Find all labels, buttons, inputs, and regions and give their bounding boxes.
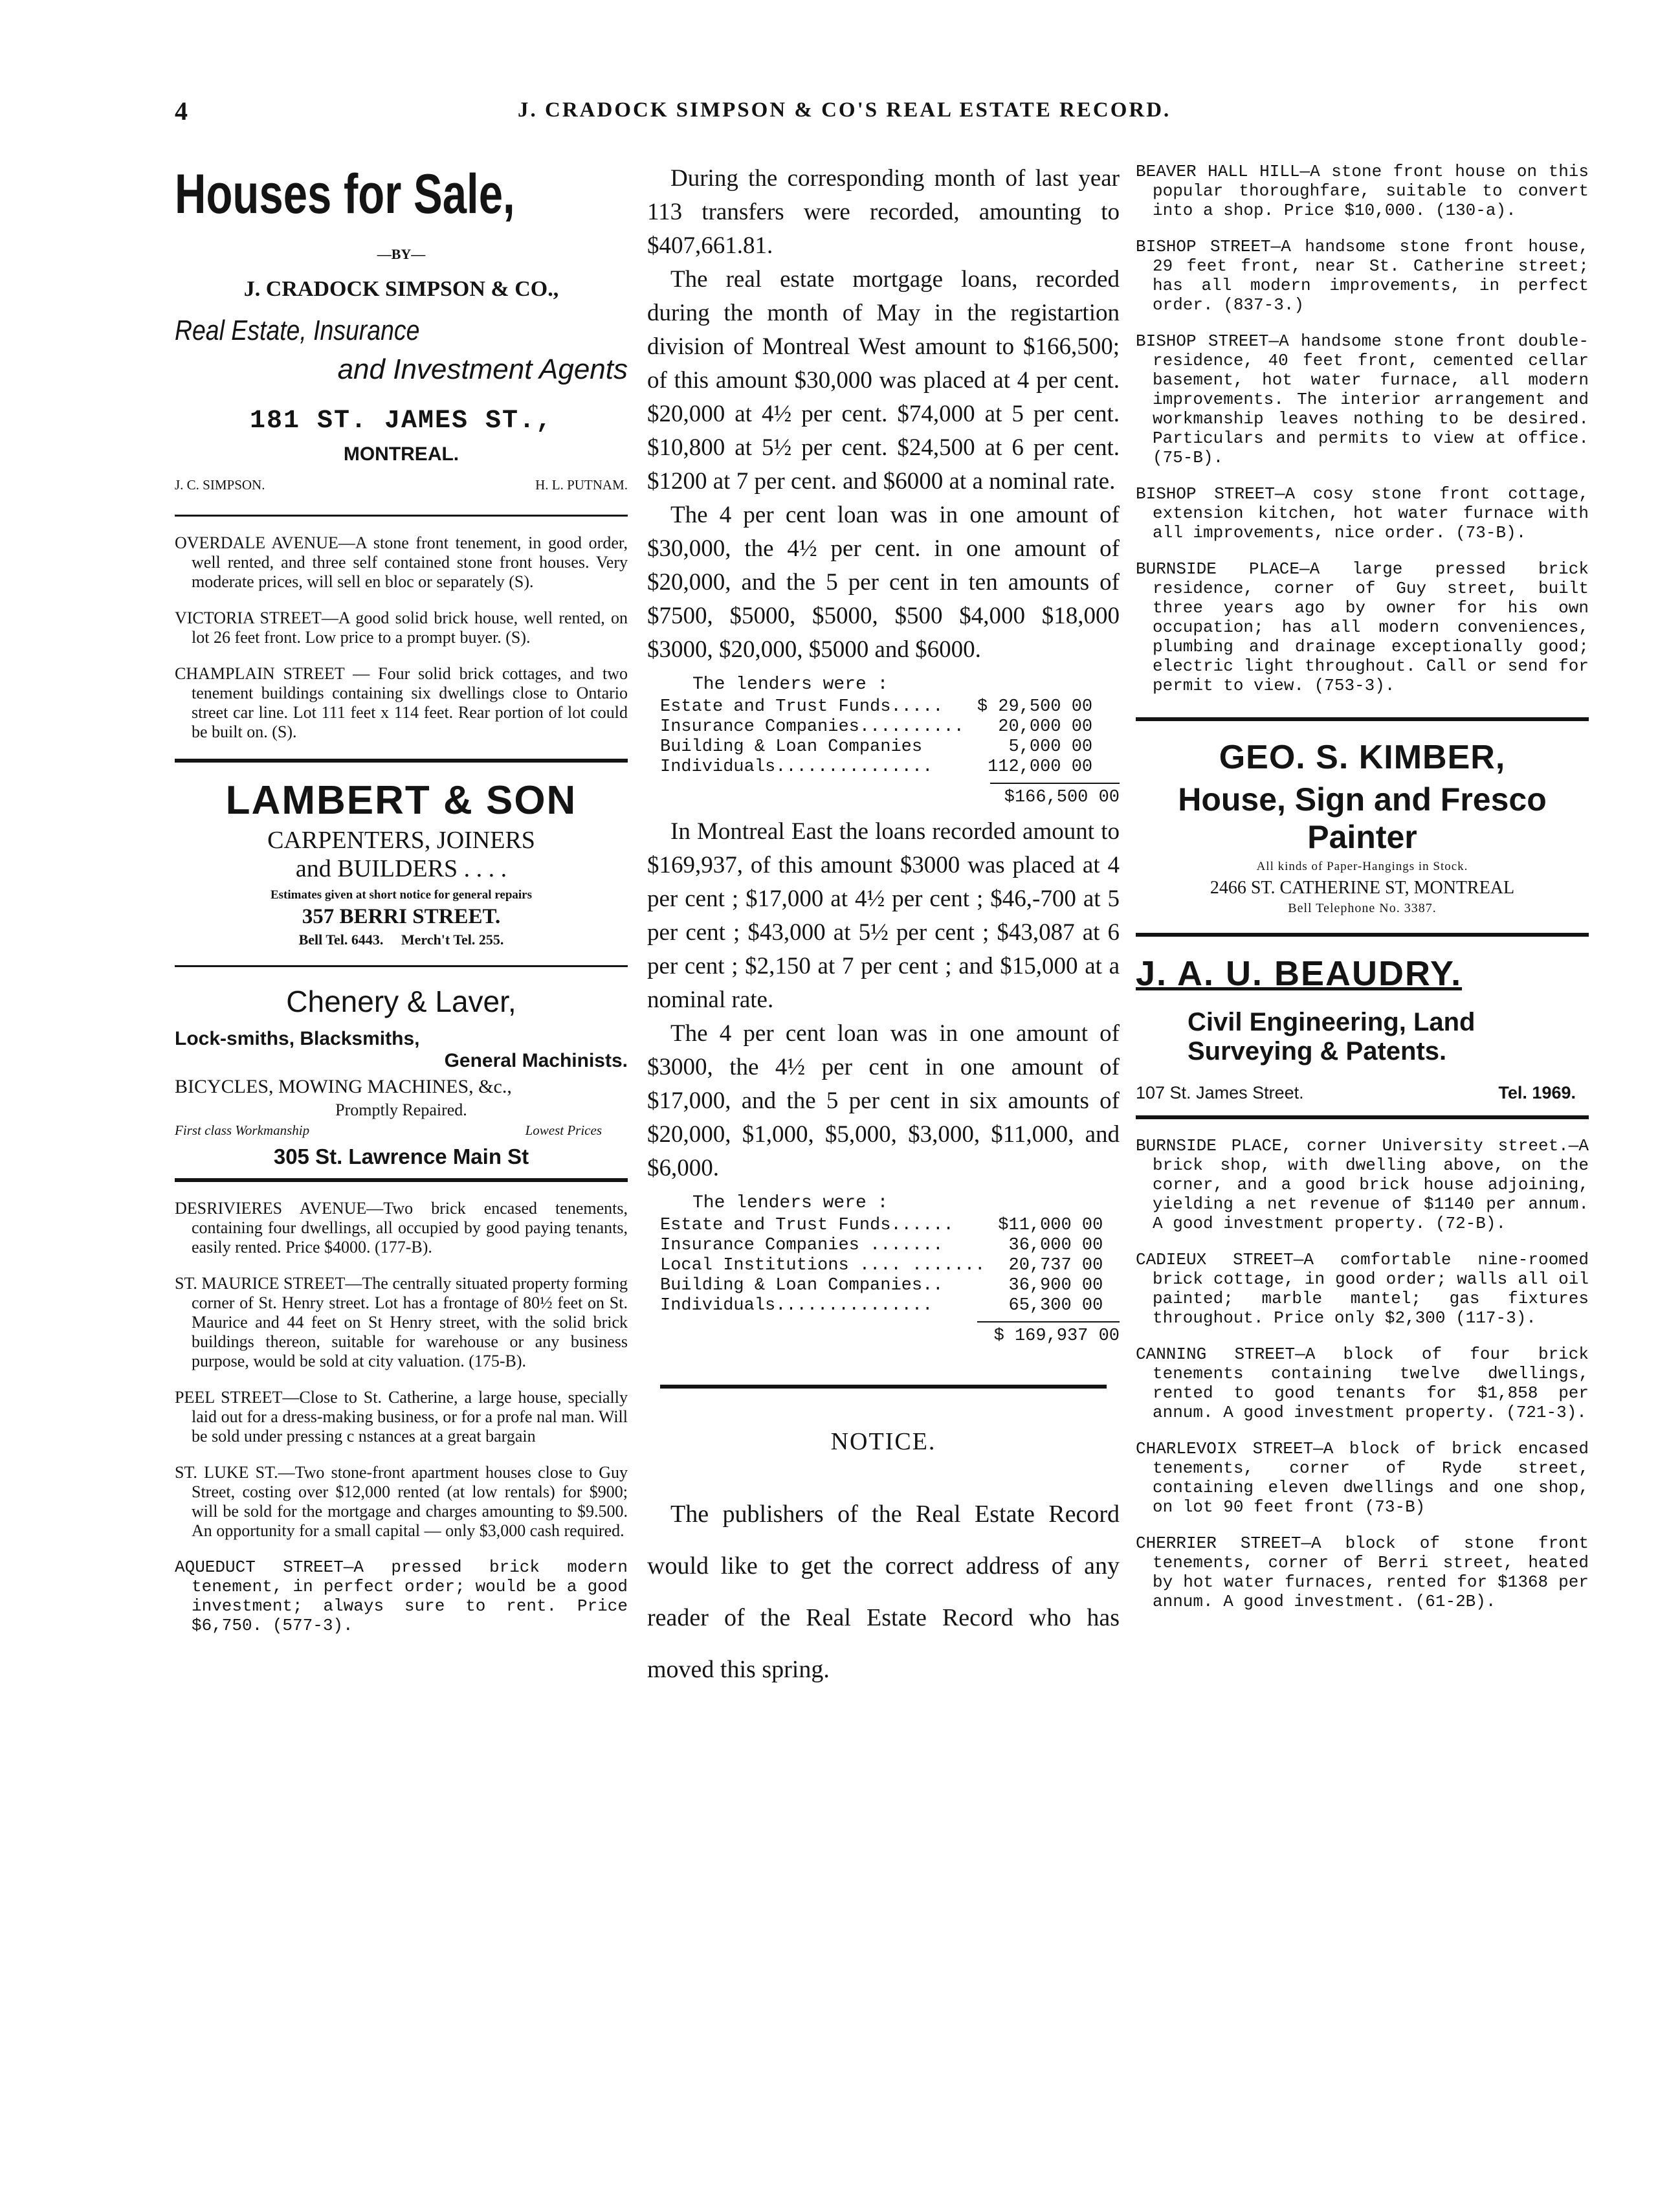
paragraph: The 4 per cent loan was in one amount of $3000, the 4½ per cent in one amount of $17,000, and the 5 per cent in six amounts of $20,000, $1,000, $5,000, $3,000, $11,000, and $6,000. <box>647 1020 1120 1181</box>
ad-simpson <box>175 162 628 503</box>
ad-chenery-line5-left: First class Workmanship <box>175 1122 310 1138</box>
divider <box>1136 717 1589 721</box>
lender-label: Individuals............... <box>660 1296 933 1315</box>
divider <box>660 1385 1107 1389</box>
lender-label: Insurance Companies.......... <box>660 717 964 737</box>
listing: BISHOP STREET—A cosy stone front cottage, extension kitchen, hot water furnace with all improvements, nice order. (73-B). <box>1136 484 1589 542</box>
listing: OVERDALE AVENUE—A stone front tenement, in good order, well rented, and three self contained stone front houses. Very moderate prices, will sell en bloc or separately (S). <box>175 533 628 591</box>
divider <box>175 1178 628 1182</box>
ad-kimber-name: GEO. S. KIMBER, <box>1219 739 1506 776</box>
paragraph: The 4 per cent loan was in one amount of $30,000, the 4½ per cent. in one amount of $20,000, and the 5 per cent in ten amounts of $7500, $5000, $5000, $500 $4,000 $18,000 $3000, $20,000, $5000 and $6000. <box>647 502 1120 663</box>
lender-label: Estate and Trust Funds..... <box>660 697 944 717</box>
notice-text: The publishers of the Real Estate Record would like to get the correct address of any reader of the Real Estate Record who has moved this spring. <box>647 1501 1120 1683</box>
paragraph: During the corresponding month of last year 113 transfers were recorded, amounting to $407,661.81. <box>647 165 1120 259</box>
page-number: 4 <box>175 96 188 126</box>
ad-lambert-address: 357 BERRI STREET. <box>302 905 501 928</box>
table-row <box>660 697 1092 717</box>
lender-amount: 20,000 00 <box>998 717 1093 737</box>
lender-amount: 36,000 00 <box>1008 1236 1103 1255</box>
lender-label: Building & Loan Companies <box>660 737 923 757</box>
lender-amount: 36,900 00 <box>1008 1276 1103 1295</box>
paragraph: The real estate mortgage loans, recorded during the month of May in the registartion division of Montreal West amount to $166,500; of this amount $30,000 was placed at 4 per cent. $20,000 at 4½ per cent. $74,000 at 5 per cent. $10,800 at 5½ per cent. $24,500 at 6 per cent. $1200 at 7 per cent. and $6000 at a nominal rate. <box>647 266 1120 495</box>
lender-label: Estate and Trust Funds...... <box>660 1216 954 1235</box>
listing: ST. LUKE ST.—Two stone-front apartment houses close to Guy Street, costing over $12,000 rented (at low rentals) for $900; will be sold for the mortgage and charges amounting to $9.500. An opportunity for a small capital — only $3,000 cash required. <box>175 1463 628 1540</box>
ad-beaudry-phone: Tel. 1969. <box>1498 1083 1576 1102</box>
listing: CHARLEVOIX STREET—A block of brick encased tenements, corner of Ryde street, containing eleven dwellings and one shop, on lot 90 feet front (73-B) <box>1136 1439 1589 1517</box>
lender-amount: 20,737 00 <box>1008 1256 1103 1275</box>
table-row <box>660 1296 1103 1316</box>
ad-lambert-phones: Bell Tel. 6443. Merch't Tel. 255. <box>298 932 504 948</box>
ad-beaudry-line2: Surveying & Patents. <box>1188 1037 1447 1066</box>
ad-kimber <box>1136 738 1589 916</box>
listing: CADIEUX STREET—A comfortable nine-roomed brick cottage, in good order; walls all oil painted; marble mantel; gas fixtures throughout. Price only $2,300 (117-3). <box>1136 1250 1589 1328</box>
lender-amount: $11,000 00 <box>998 1216 1103 1235</box>
table-row <box>660 1216 1103 1236</box>
ad-chenery-address: 305 St. Lawrence Main St <box>273 1144 529 1168</box>
lender-label: Building & Loan Companies.. <box>660 1276 944 1295</box>
listing: BISHOP STREET—A handsome stone front house, 29 feet front, near St. Catherine street; has all modern improvements, in perfect order. (837-3.) <box>1136 237 1589 315</box>
ad-beaudry-name: J. A. U. BEAUDRY. <box>1136 954 1463 993</box>
listings-block-4 <box>1136 1136 1589 1611</box>
ad-by: —BY— <box>377 246 426 262</box>
partner-left: J. C. SIMPSON. <box>175 477 265 493</box>
ad-kimber-line2: Painter <box>1307 819 1417 855</box>
notice-title: NOTICE. <box>830 1428 936 1455</box>
running-title: J. CRADOCK SIMPSON & CO'S REAL ESTATE RECORD. <box>518 98 1171 122</box>
ad-firm: J. CRADOCK SIMPSON & CO., <box>243 277 559 301</box>
table-row <box>660 1236 1103 1256</box>
ad-address: 181 ST. JAMES ST., <box>249 407 553 436</box>
table-row <box>660 1256 1103 1276</box>
page-header <box>175 96 1680 135</box>
lender-amount: 112,000 00 <box>988 757 1093 777</box>
table-row <box>660 757 1092 777</box>
ad-kimber-line3: All kinds of Paper-Hangings in Stock. <box>1256 860 1468 873</box>
listing: BURNSIDE PLACE—A large pressed brick residence, corner of Guy street, built three years ago by owner for his own occupation; has all modern conveniences, plumbing and drainage exceptionally good; electric light throughout. Call or send for permit to view. (753-3). <box>1136 559 1589 695</box>
listings-block-1 <box>175 533 628 742</box>
ad-city: MONTREAL. <box>343 443 459 465</box>
ad-chenery-line4: Promptly Repaired. <box>335 1100 467 1119</box>
ad-kimber-line4: 2466 ST. CATHERINE ST, MONTREAL <box>1210 878 1515 898</box>
listing: CHERRIER STREET—A block of stone front tenements, corner of Berri street, heated by hot water furnaces, rented for $1368 per annum. A good investment. (61-2B). <box>1136 1534 1589 1611</box>
table-row <box>660 717 1092 737</box>
ad-kimber-line1: House, Sign and Fresco <box>1178 781 1547 818</box>
ad-lambert <box>175 779 628 948</box>
ad-chenery-line5-right: Lowest Prices <box>525 1122 602 1138</box>
ad-chenery-line2: General Machinists. <box>444 1050 628 1071</box>
lender-amount: $ 29,500 00 <box>977 697 1093 717</box>
divider <box>1136 933 1589 937</box>
listing: CANNING STREET—A block of four brick tenements containing twelve dwellings, rented to good tenants for $1,858 per annum. A good investment property. (721-3). <box>1136 1345 1589 1422</box>
divider <box>175 759 628 763</box>
ad-chenery-line1: Lock-smiths, Blacksmiths, <box>175 1028 420 1049</box>
ad-lambert-line2: and BUILDERS . . . . <box>295 855 507 882</box>
ad-title: Houses for Sale, <box>175 163 515 225</box>
listing: BISHOP STREET—A handsome stone front double-residence, 40 feet front, cemented cellar basement, hot water furnace, all modern improvements. The interior arrangement and workmanship leaves nothing to be desired. Particulars and permits to view at office. (75-B). <box>1136 331 1589 467</box>
ad-beaudry-address: 107 St. James Street. <box>1136 1083 1304 1102</box>
lenders-total-west: $166,500 00 <box>1004 788 1120 807</box>
table-row <box>660 1276 1103 1296</box>
partner-right: H. L. PUTNAM. <box>535 477 628 493</box>
divider <box>1136 1115 1589 1119</box>
ad-chenery-line3: BICYCLES, MOWING MACHINES, &c., <box>175 1076 512 1097</box>
ad-kimber-line5: Bell Telephone No. 3387. <box>1288 901 1437 915</box>
column-left <box>175 162 628 1652</box>
listing: AQUEDUCT STREET—A pressed brick modern tenement, in perfect order; would be a good investment; always sure to rent. Price $6,750. (577-3). <box>175 1557 628 1635</box>
listings-block-3 <box>1136 162 1589 695</box>
listing: BEAVER HALL HILL—A stone front house on this popular thoroughfare, suitable to convert into a shop. Price $10,000. (130-a). <box>1136 162 1589 220</box>
ad-lambert-line1: CARPENTERS, JOINERS <box>267 827 535 854</box>
table-row <box>660 737 1092 757</box>
paragraph: In Montreal East the loans recorded amount to $169,937, of this amount $3000 was placed at 4 per cent ; $17,000 at 4½ per cent ; $46,-700 at 5 per cent ; $43,000 at 5½ per cent ; $43,087 at 6 per cent ; $2,150 at 7 per cent ; and $15,000 at a nominal rate. <box>647 818 1120 1013</box>
lenders-table-west <box>660 697 1092 777</box>
ad-tagline-2: and Investment Agents <box>337 353 628 385</box>
ad-tagline-1: Real Estate, Insurance <box>175 315 420 346</box>
lender-label: Individuals............... <box>660 757 933 777</box>
lenders-total-east: $ 169,937 00 <box>993 1326 1120 1346</box>
column-right <box>1136 162 1589 1628</box>
divider <box>175 965 628 967</box>
lender-label: Insurance Companies ....... <box>660 1236 944 1255</box>
ad-beaudry-line1: Civil Engineering, Land <box>1188 1008 1476 1036</box>
listings-block-2 <box>175 1199 628 1635</box>
lender-amount: 5,000 00 <box>1008 737 1093 757</box>
column-middle <box>647 162 1120 1695</box>
divider <box>175 515 628 517</box>
listing: CHAMPLAIN STREET — Four solid brick cottages, and two tenement buildings containing six dwellings close to Ontario street car line. Lot 111 feet x 114 feet. Rear portion of lot could be built on. (S). <box>175 664 628 741</box>
listing: PEEL STREET—Close to St. Catherine, a large house, specially laid out for a dress-making business, or for a profe nal man. Will be sold under pressing c nstances at a great bargain <box>175 1388 628 1446</box>
lenders-heading: The lenders were : <box>692 675 889 695</box>
lenders-table-east <box>660 1216 1103 1316</box>
ad-lambert-name: LAMBERT & SON <box>225 778 577 823</box>
lender-label: Local Institutions .... ....... <box>660 1256 986 1275</box>
listing: ST. MAURICE STREET—The centrally situated property forming corner of St. Henry street. Lot has a frontage of 80½ feet on St. Maurice and 44 feet on St Henry street, with the solid brick buildings thereon, suitable for warehouse or any business purpose, would be sold at city valuation. (175-B). <box>175 1274 628 1370</box>
ad-chenery-name: Chenery & Laver, <box>286 985 516 1018</box>
listing: BURNSIDE PLACE, corner University street.—A brick shop, with dwelling above, on the corner, and a good brick house adjoining, yielding a net revenue of $1140 per annum. A good investment property. (72-B). <box>1136 1136 1589 1233</box>
ad-lambert-note: Estimates given at short notice for general repairs <box>270 888 533 902</box>
listing: DESRIVIERES AVENUE—Two brick encased tenements, containing four dwellings, all occupied by good paying tenants, easily rented. Price $4000. (177-B). <box>175 1199 628 1256</box>
lenders-heading: The lenders were : <box>692 1193 889 1213</box>
ad-beaudry <box>1136 954 1589 1109</box>
listing: VICTORIA STREET—A good solid brick house, well rented, on lot 26 feet front. Low price to a prompt buyer. (S). <box>175 608 628 647</box>
ad-chenery <box>175 984 628 1169</box>
lender-amount: 65,300 00 <box>1008 1296 1103 1315</box>
